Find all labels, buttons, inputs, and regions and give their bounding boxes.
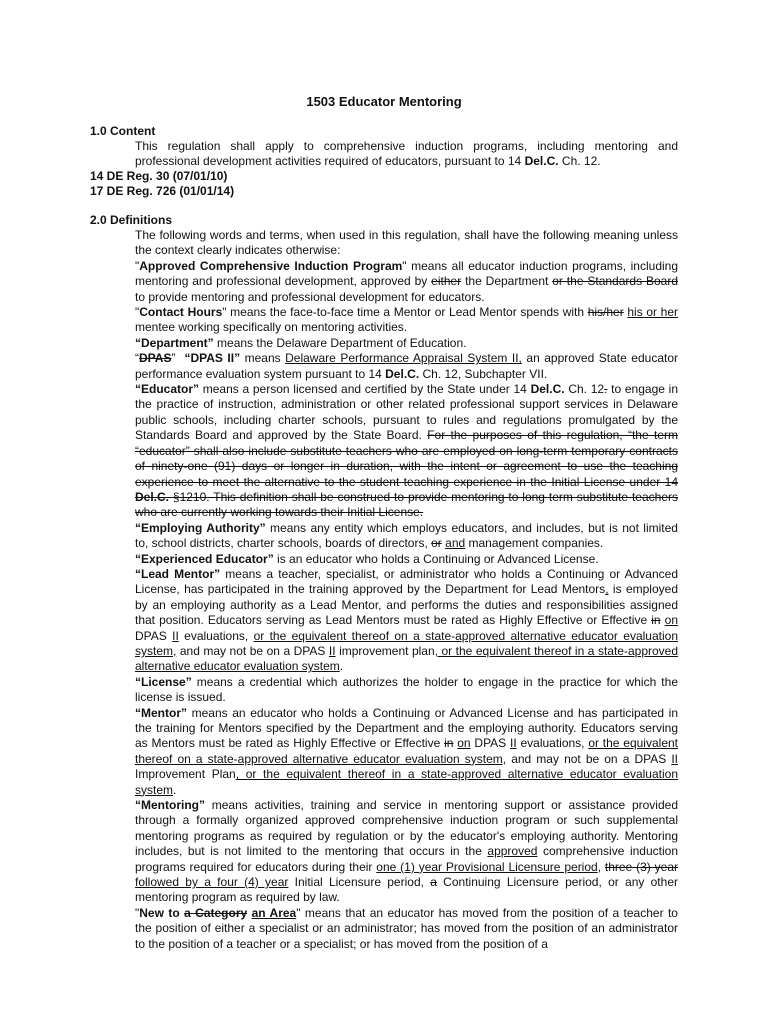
content-paragraph: This regulation shall apply to comprehensive induction programs, including mentoring and professional development activities required of educators, pursuant to 14 Del.C. Ch. 12. — [135, 139, 678, 169]
definition-contact-hours: "Contact Hours" means the face-to-face time a Mentor or Lead Mentor spends with his/her his or her mentee working specifically on mentoring activities. — [135, 305, 678, 335]
definition-acip: "Approved Comprehensive Induction Program" means all educator induction programs, including mentoring and professional development, approved by either the Department or the Standards Board to provide mentoring and professional development for educators. — [135, 258, 679, 304]
definition-mentoring: “Mentoring” means activities, training and service in mentoring support or assistance provided through a formally organized approved comprehensive induction program or such supplemental mentoring programs as required by regulation or by the educator's employing authority. Mentoring includes, but is not limited to the mentoring that occurs in the approved comprehensive induction programs required for educators during their one (1) year Provisional Licensure period, three (3) year followed by a four (4) year Initial Licensure period, a Continuing Licensure period, or any other mentoring program as required by law. — [135, 798, 678, 905]
definition-employing-authority: “Employing Authority” means any entity which employs educators, and includes, but is not limited to, school districts, charter schools, boards of directors, or and management companies. — [135, 520, 678, 551]
definitions-body — [135, 228, 678, 952]
regulation-citation-1: 14 DE Reg. 30 (07/01/10) — [90, 169, 228, 183]
definition-dpas: “DPAS” “DPAS II” means Delaware Performance Appraisal System II, an approved State educator performance evaluation system pursuant to 14 Del.C. Ch. 12, Subchapter VII. — [135, 351, 679, 381]
definition-license: “License” means a credential which authorizes the holder to engage in the practice for which the license is issued. — [135, 674, 678, 705]
definition-department: “Department” means the Delaware Department of Education. — [135, 335, 467, 350]
section-heading-content: 1.0 Content — [90, 124, 156, 138]
definition-new-to-area: "New to a Category an Area" means that an educator has moved from the position of a teacher to the position of either a specialist or an administrator; has moved from the position of an administrator to the position of a teacher or a specialist; or has moved from the position of a — [135, 905, 678, 951]
definitions-intro: The following words and terms, when used in this regulation, shall have the following meaning unless the context clearly indicates otherwise: — [135, 228, 678, 258]
regulation-citation-2: 17 DE Reg. 726 (01/01/14) — [90, 184, 235, 198]
page-title: 1503 Educator Mentoring — [306, 94, 462, 109]
definition-educator: “Educator” means a person licensed and certified by the State under 14 Del.C. Ch. 12. to engage in the practice of instruction, administration or other related professional support services in Delaware public schools, including charter schools, pursuant to rules and regulations promulgated by the Standards Board and approved by the State Board. For the purposes of this regulation, “the term “educator” shall also include substitute teachers who are employed on long-term temporary contracts of ninety-one (91) days or longer in duration, with the intent or agreement to use the teaching experience to meet the alternative to the student teaching experience in the Initial License under 14 Del.C. §1210. This definition shall be construed to provide mentoring to long term substitute teachers who are currently working towards their Initial License. — [135, 382, 678, 520]
section-heading-definitions: 2.0 Definitions — [90, 213, 173, 227]
definition-mentor: “Mentor” means an educator who holds a Continuing or Advanced License and has participated in the training for Mentors specified by the Department and the employing authority. Educators serving as Mentors must be rated as Highly Effective or Effective in on DPAS II evaluations, or the equivalent thereof on a state-approved alternative educator evaluation system, and may not be on a DPAS II Improvement Plan, or the equivalent thereof in a state-approved alternative educator evaluation system. — [135, 705, 678, 797]
definition-lead-mentor: “Lead Mentor” means a teacher, specialist, or administrator who holds a Continuing or Advanced License, has participated in the training approved by the Department for Lead Mentors, is employed by an employing authority as a Lead Mentor, and performs the duties and responsibilities assigned that position. Educators serving as Lead Mentors must be rated as Highly Effective or Effective in on DPAS II evaluations, or the equivalent thereof on a state-approved alternative educator evaluation system, and may not be on a DPAS II improvement plan, or the equivalent thereof in a state-approved alternative educator evaluation system. — [135, 566, 679, 674]
definition-experienced-educator: “Experienced Educator” is an educator who holds a Continuing or Advanced License. — [135, 551, 599, 566]
